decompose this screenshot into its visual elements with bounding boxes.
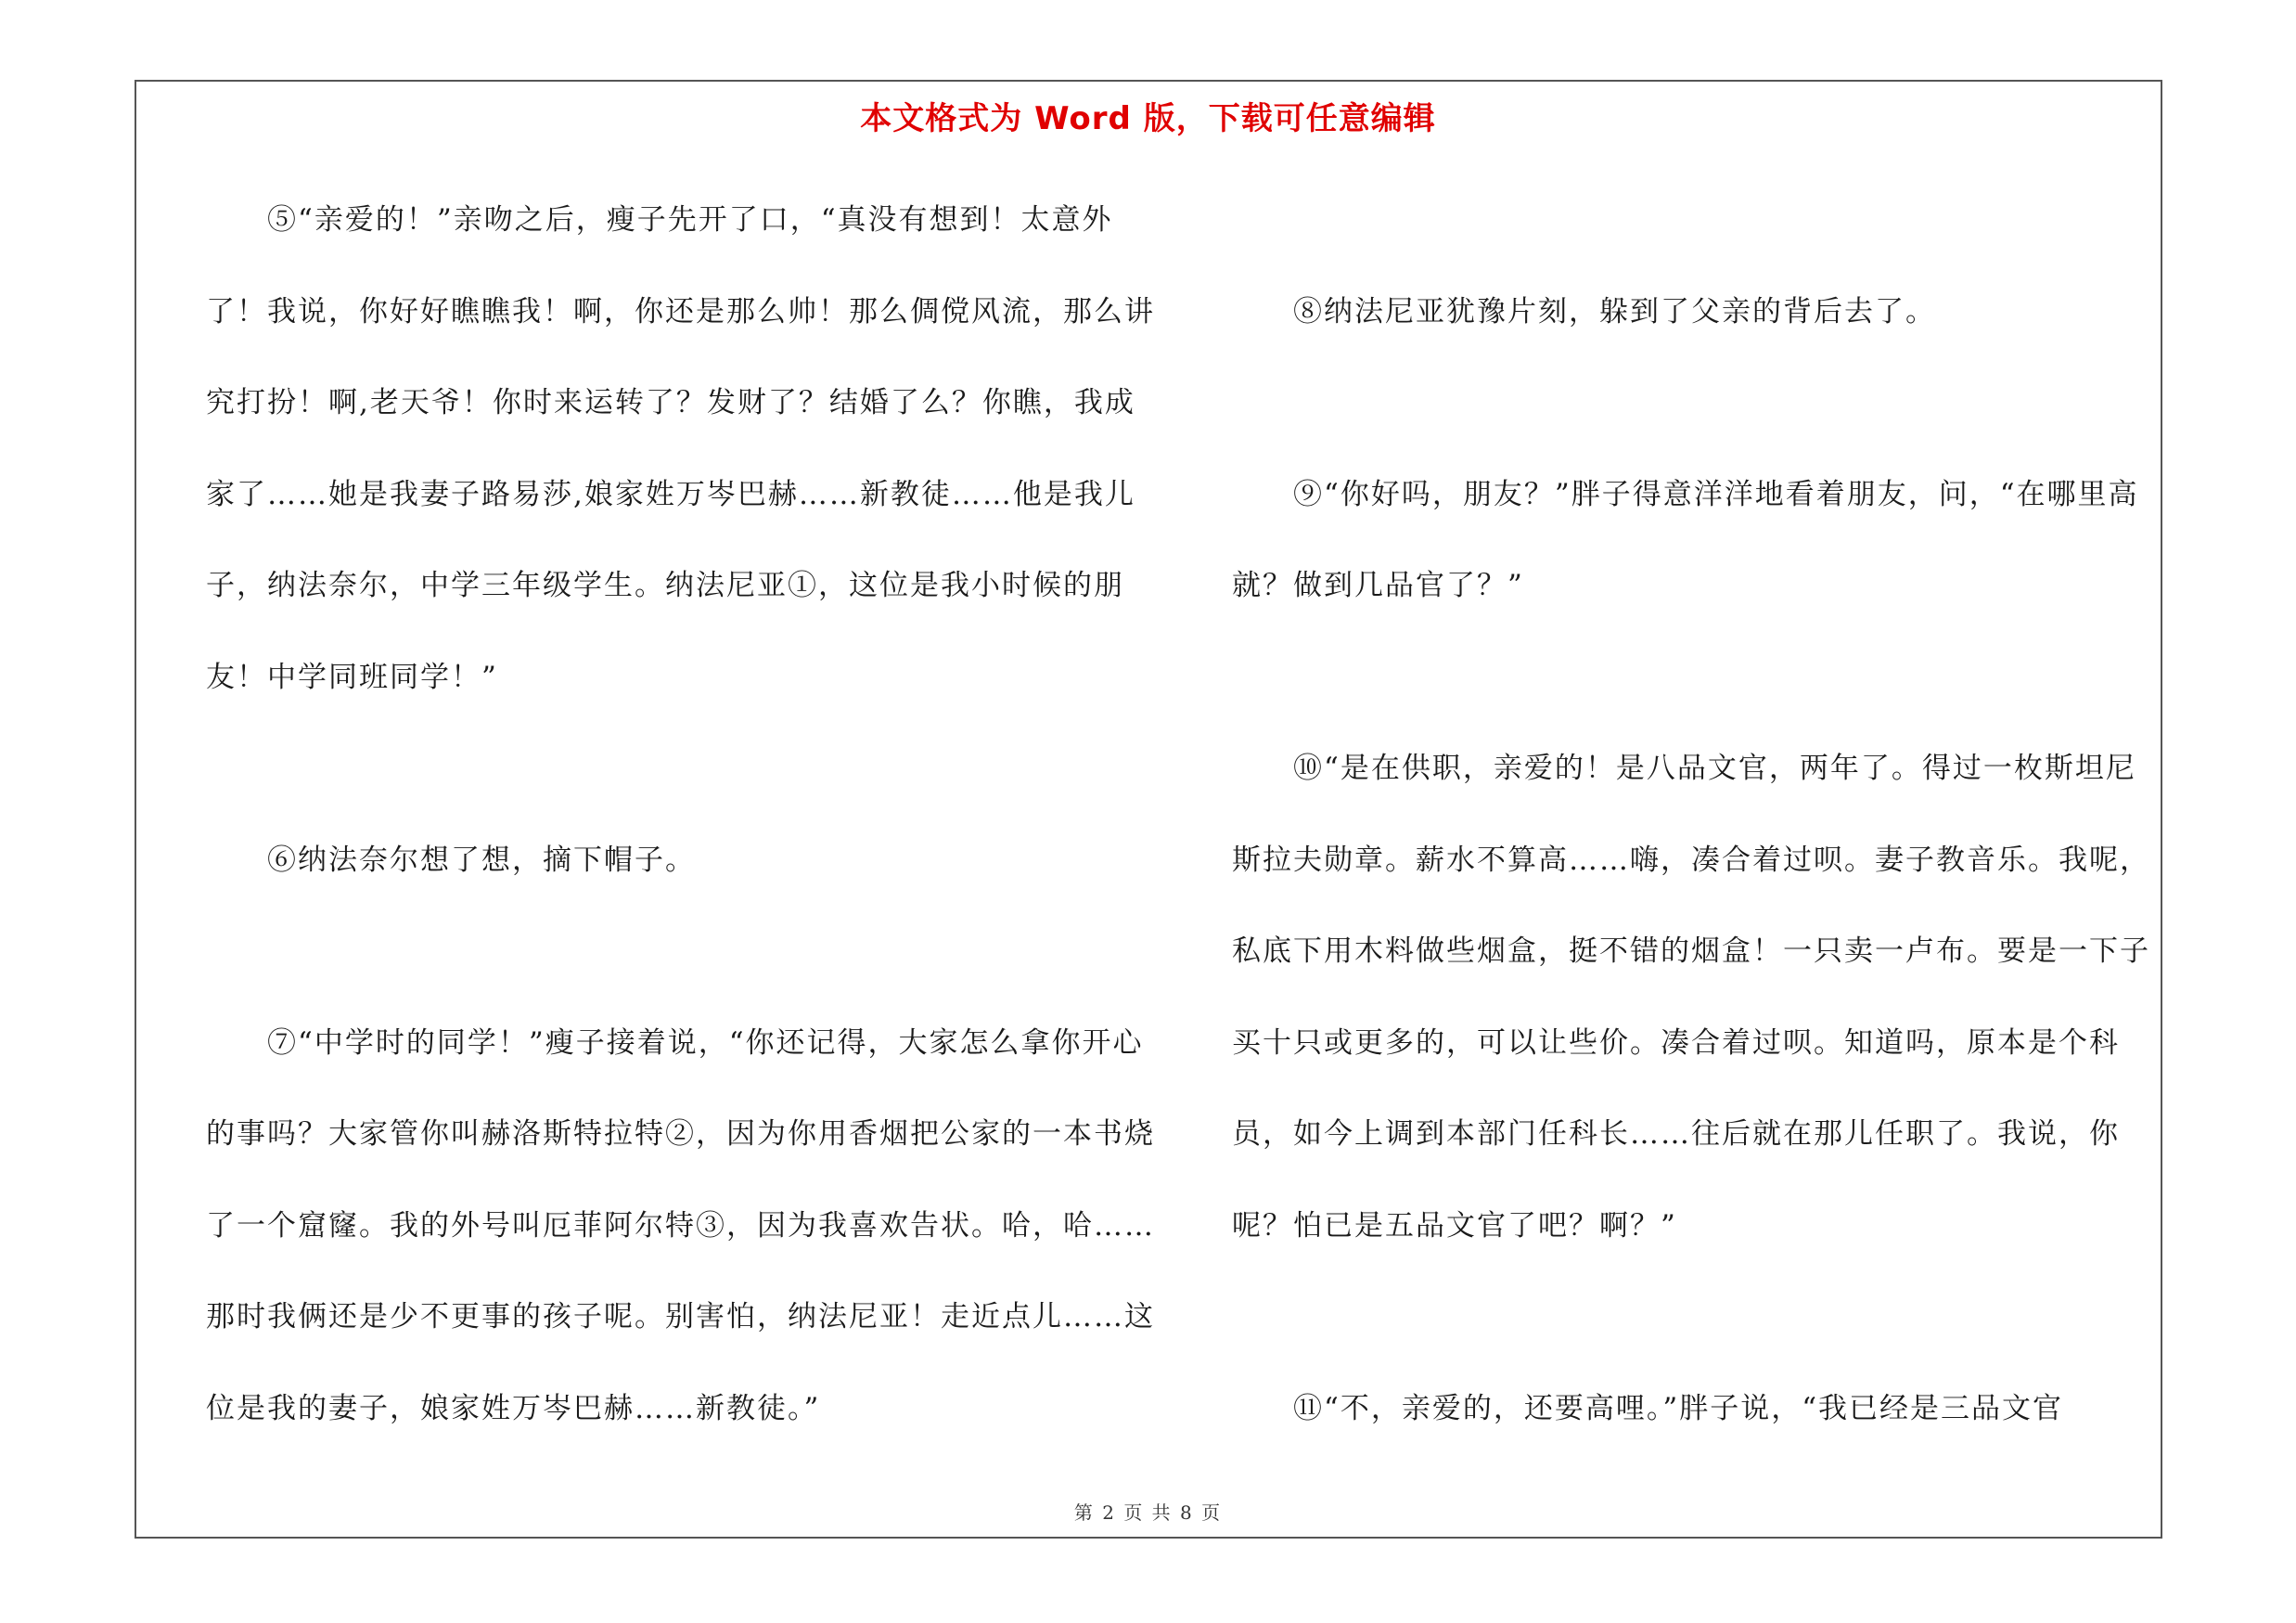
paragraph-5: ⑤“亲爱的！”亲吻之后，瘦子先开了口，“真没有想到！太意外了！我说，你好好瞧瞧我！啊，你还是那么帅！那么倜傥风流，那么讲究打扮！啊,老天爷！你时来运转了？发财了？结婚了么？你瞧，我成家了……她是我妻子路易莎,娘家姓万岑巴赫……新教徒……他是我儿子，纳法奈尔，中学三年级学生。纳法尼亚①，这位是我小时候的朋友！中学同班同学！” [206,203,1155,694]
paragraph-9: ⑨“你好吗，朋友？”胖子得意洋洋地看着朋友，问，“在哪里高就？做到几品官了？” [1232,477,2139,602]
right-column [1232,174,2156,1454]
paragraph-gap [206,906,1161,998]
paragraph-11: ⑪“不，亲爱的，还要高哩。”胖子说，“我已经是三品文官 [1293,1391,2064,1425]
paragraph-10: ⑩“是在供职，亲爱的！是八品文官，两年了。得过一枚斯坦尼斯拉夫勋章。薪水不算高……嗨，凑合着过呗。妻子教音乐。我呢，私底下用木料做些烟盒，挺不错的烟盒！一只卖一卢布。要是一下子买十只或更多的，可以让些价。凑合着过呗。知道吗，原本是个科员，如今上调到本部门任科长……往后就在那儿任职了。我说，你呢？怕已是五品文官了吧？啊？” [1232,752,2150,1243]
paragraph-8: ⑧纳法尼亚犹豫片刻，躲到了父亲的背后去了。 [1293,294,1936,328]
paragraph-gap [206,723,1161,815]
paragraph-7: ⑦“中学时的同学！”瘦子接着说，“你还记得，大家怎么拿你开心的事吗？大家管你叫赫洛斯特拉特②，因为你用香烟把公家的一本书烧了一个窟窿。我的外号叫厄菲阿尔特③，因为我喜欢告状。哈，哈……那时我俩还是少不更事的孩子呢。别害怕，纳法尼亚！走近点儿……这位是我的妻子，娘家姓万岑巴赫……新教徒。” [206,1025,1155,1425]
paragraph-gap [1232,632,2156,724]
paragraph-6: ⑥纳法奈尔想了想，摘下帽子。 [267,843,696,877]
left-column [206,174,1161,1454]
format-banner: 本文格式为 Word 版，下载可任意编辑 [860,100,1436,137]
paragraph-gap [1232,174,2156,266]
page-number: 第 2 页 共 8 页 [1073,1501,1223,1524]
paragraph-gap [1232,357,2156,449]
paragraph-gap [1232,1271,2156,1363]
